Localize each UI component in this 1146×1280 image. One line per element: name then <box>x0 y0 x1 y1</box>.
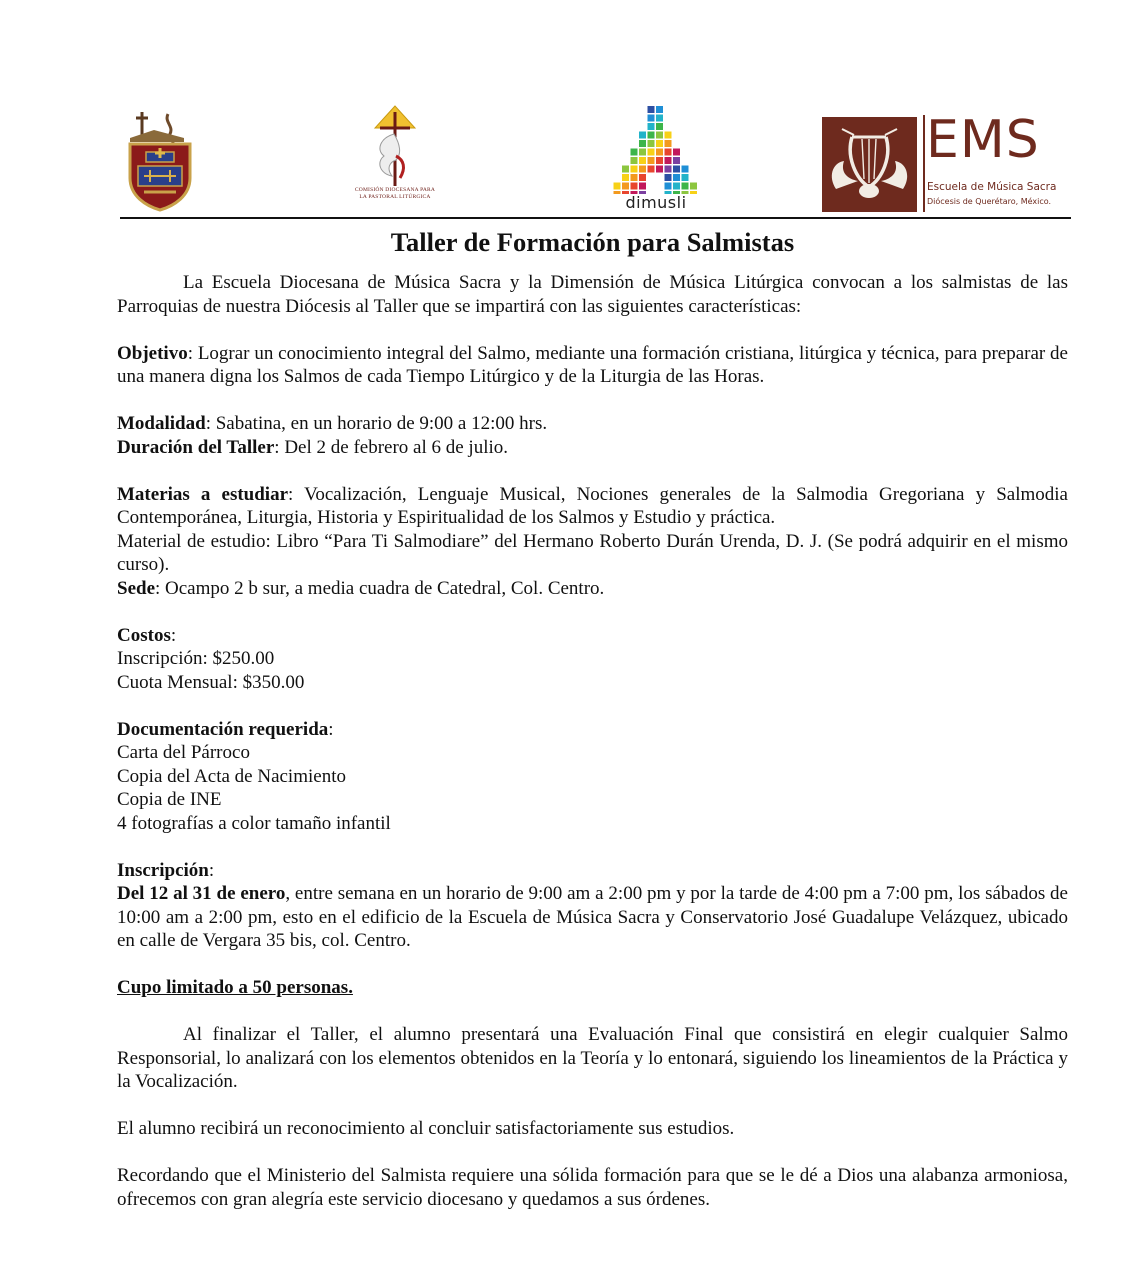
comision-caption-line: LA PASTORAL LITÚRGICA <box>359 194 431 200</box>
dimusli-block <box>673 157 680 164</box>
dimusli-block <box>665 140 672 147</box>
dimusli-block <box>639 140 646 147</box>
dimusli-block <box>656 166 663 173</box>
ems-logo <box>822 110 1062 212</box>
inscripcion-paragraph <box>117 882 1068 953</box>
duracion-label: Duración del Taller <box>117 436 275 458</box>
dimusli-block <box>673 183 680 190</box>
dimusli-block <box>648 157 655 164</box>
evaluacion-paragraph: Al finalizar el Taller, el alumno presentará una Evaluación Final que consistirá en elegir cualquier Salmo Responsorial, lo analizará con los elementos obtenidos en la Teoría y lo entonará, siguiendo los lineamientos de la Práctica y la Vocalización. <box>117 1024 1068 1092</box>
documentacion-heading <box>117 718 1068 742</box>
dimusli-block <box>639 166 646 173</box>
dimusli-block <box>656 132 663 139</box>
dimusli-block <box>648 140 655 147</box>
costos-suffix: : <box>170 624 177 646</box>
dimusli-block <box>656 140 663 147</box>
dimusli-block <box>656 157 663 164</box>
documentacion-item: Carta del Párroco <box>117 742 250 763</box>
comision-caption <box>350 187 440 201</box>
materias-label: Materias a estudiar <box>117 483 289 505</box>
dimusli-block <box>631 183 638 190</box>
dimusli-block <box>665 183 672 190</box>
dimusli-block <box>631 174 638 181</box>
dimusli-block <box>639 174 646 181</box>
inscripcion-label: Inscripción <box>117 859 209 881</box>
costos-heading <box>117 624 1068 648</box>
dimusli-block <box>631 149 638 156</box>
sede-label: Sede <box>117 577 155 599</box>
documentacion-item: Copia del Acta de Nacimiento <box>117 765 346 787</box>
dimusli-caption: dimusli <box>625 193 687 212</box>
dimusli-block <box>665 166 672 173</box>
objetivo-paragraph <box>117 342 1068 389</box>
dimusli-block <box>656 106 663 113</box>
ems-school-name: Escuela de Música Sacra <box>927 181 1057 193</box>
modalidad-text: : Sabatina, en un horario de 9:00 a 12:00 hrs. <box>205 413 548 434</box>
dimusli-block <box>665 132 672 139</box>
objetivo-label: Objetivo <box>117 342 188 364</box>
modalidad-line <box>117 412 1068 436</box>
header-logos <box>0 0 1146 220</box>
documentacion-label: Documentación requerida <box>117 718 329 740</box>
cupo-notice: Cupo limitado a 50 personas. <box>117 977 353 998</box>
cross-dove-icon <box>350 104 440 210</box>
sede-text: : Ocampo 2 b sur, a media cuadra de Catedral, Col. Centro. <box>155 577 605 599</box>
dimusli-block <box>648 123 655 130</box>
modalidad-label: Modalidad <box>117 413 206 434</box>
inscripcion-heading <box>117 859 1068 883</box>
diocese-coat-of-arms-icon <box>124 108 196 212</box>
intro-paragraph: La Escuela Diocesana de Música Sacra y la Dimensión de Música Litúrgica convocan a los salmistas de las Parroquias de nuestra Diócesis al Taller que se impartirá con las siguientes características: <box>117 272 1068 317</box>
reconocimiento-paragraph: El alumno recibirá un reconocimiento al concluir satisfactoriamente sus estudios. <box>117 1118 735 1139</box>
materias-paragraph <box>117 483 1068 530</box>
dimusli-block <box>614 183 621 190</box>
dimusli-block <box>648 115 655 122</box>
dimusli-block <box>639 183 646 190</box>
lyre-emblem-icon <box>822 117 917 212</box>
material-paragraph: Material de estudio: Libro “Para Ti Salmodiare” del Hermano Roberto Durán Urenda, D. J. (Se podrá adquirir en el mismo curso). <box>117 530 1068 575</box>
dimusli-block <box>648 149 655 156</box>
dimusli-block <box>622 174 629 181</box>
dimusli-block <box>656 115 663 122</box>
dimusli-block <box>656 149 663 156</box>
dimusli-block <box>639 149 646 156</box>
dimusli-block <box>648 166 655 173</box>
dimusli-block <box>631 166 638 173</box>
dimusli-block <box>639 157 646 164</box>
colored-bars-icon <box>604 104 708 214</box>
ems-diocese: Diócesis de Querétaro, México. <box>927 197 1052 206</box>
documentacion-suffix: : <box>328 718 334 740</box>
inscripcion-text: , entre semana en un horario de 9:00 am a 2:00 pm y por la tarde de 4:00 pm a 7:00 pm, los sábados de 10:00 am a 2:00 pm, esto en el edificio de la Escuela de Música Sacra y Conservatorio José Guadalupe Velázquez, ubicado en calle de Vergara 35 bis, col. Centro. <box>117 883 1068 951</box>
cierre-paragraph: Recordando que el Ministerio del Salmista requiere una sólida formación para que se le dé a Dios una alabanza armoniosa, ofrecemos con gran alegría este servicio diocesano y quedamos a sus órdenes. <box>117 1165 1068 1210</box>
document-body <box>117 224 1068 1211</box>
documentacion-item: Copia de INE <box>117 789 222 810</box>
sede-line <box>117 577 1068 601</box>
page-title: Taller de Formación para Salmistas <box>390 227 795 257</box>
dimusli-block <box>690 183 697 190</box>
dimusli-block <box>648 132 655 139</box>
dimusli-block <box>665 174 672 181</box>
comision-caption-line: COMISIÓN DIOCESANA PARA <box>354 187 436 193</box>
costos-label: Costos <box>117 624 171 646</box>
costo-cuota: Cuota Mensual: $350.00 <box>117 671 305 693</box>
ems-divider <box>923 115 925 212</box>
dimusli-block <box>682 183 689 190</box>
costo-inscripcion: Inscripción: $250.00 <box>117 648 275 669</box>
dimusli-block <box>622 166 629 173</box>
dimusli-block <box>648 106 655 113</box>
inscripcion-dates: Del 12 al 31 de enero <box>117 883 286 904</box>
dimusli-block <box>656 123 663 130</box>
dimusli-block <box>631 157 638 164</box>
dimusli-block <box>673 149 680 156</box>
dimusli-block <box>639 132 646 139</box>
objetivo-text: : Lograr un conocimiento integral del Salmo, mediante una formación cristiana, litúrgica y técnica, para preparar de una manera digna los Salmos de cada Tiempo Litúrgico y de la Liturgia de las Horas. <box>117 342 1068 387</box>
dimusli-block <box>622 183 629 190</box>
dimusli-block <box>665 157 672 164</box>
dimusli-block <box>682 166 689 173</box>
documentacion-item: 4 fotografías a color tamaño infantil <box>117 812 391 834</box>
dimusli-block <box>673 166 680 173</box>
header-rule <box>120 217 1071 219</box>
dimusli-block <box>665 149 672 156</box>
dimusli-block <box>682 174 689 181</box>
inscripcion-suffix: : <box>208 859 215 881</box>
ems-acronym: EMS <box>926 110 1040 170</box>
dimusli-block <box>673 174 680 181</box>
materias-text: : Vocalización, Lenguaje Musical, Nociones generales de la Salmodia Gregoriana y Salmodia Contemporánea, Liturgia, Historia y Espiritualidad de los Salmos y Estudio y práctica. <box>117 483 1068 528</box>
duracion-line <box>117 436 1068 460</box>
duracion-text: : Del 2 de febrero al 6 de julio. <box>274 436 509 458</box>
